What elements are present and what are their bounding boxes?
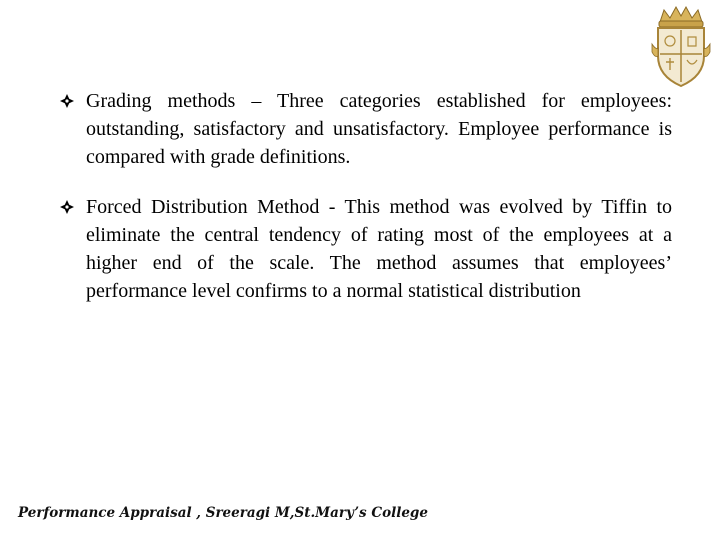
diamond-clover-bullet-icon [60,94,74,108]
bullet-text: Grading methods – Three categories established for employees: outstanding, satisfactory and unsatisfactory. Employee performance is compared with grade definitions. [86,90,672,168]
bullet-forced-distribution [60,193,672,305]
college-crest-icon [650,4,712,88]
diamond-clover-bullet-icon [60,200,74,214]
bullet-grading-methods [60,87,672,171]
slide-footer: Performance Appraisal , Sreeragi M,St.Mary’s College [18,505,428,521]
bullet-text: Forced Distribution Method - This method was evolved by Tiffin to eliminate the central tendency of rating most of the employees at a higher end of the scale. The method assumes that employees’ performance level confirms to a normal statistical distribution [86,196,672,302]
